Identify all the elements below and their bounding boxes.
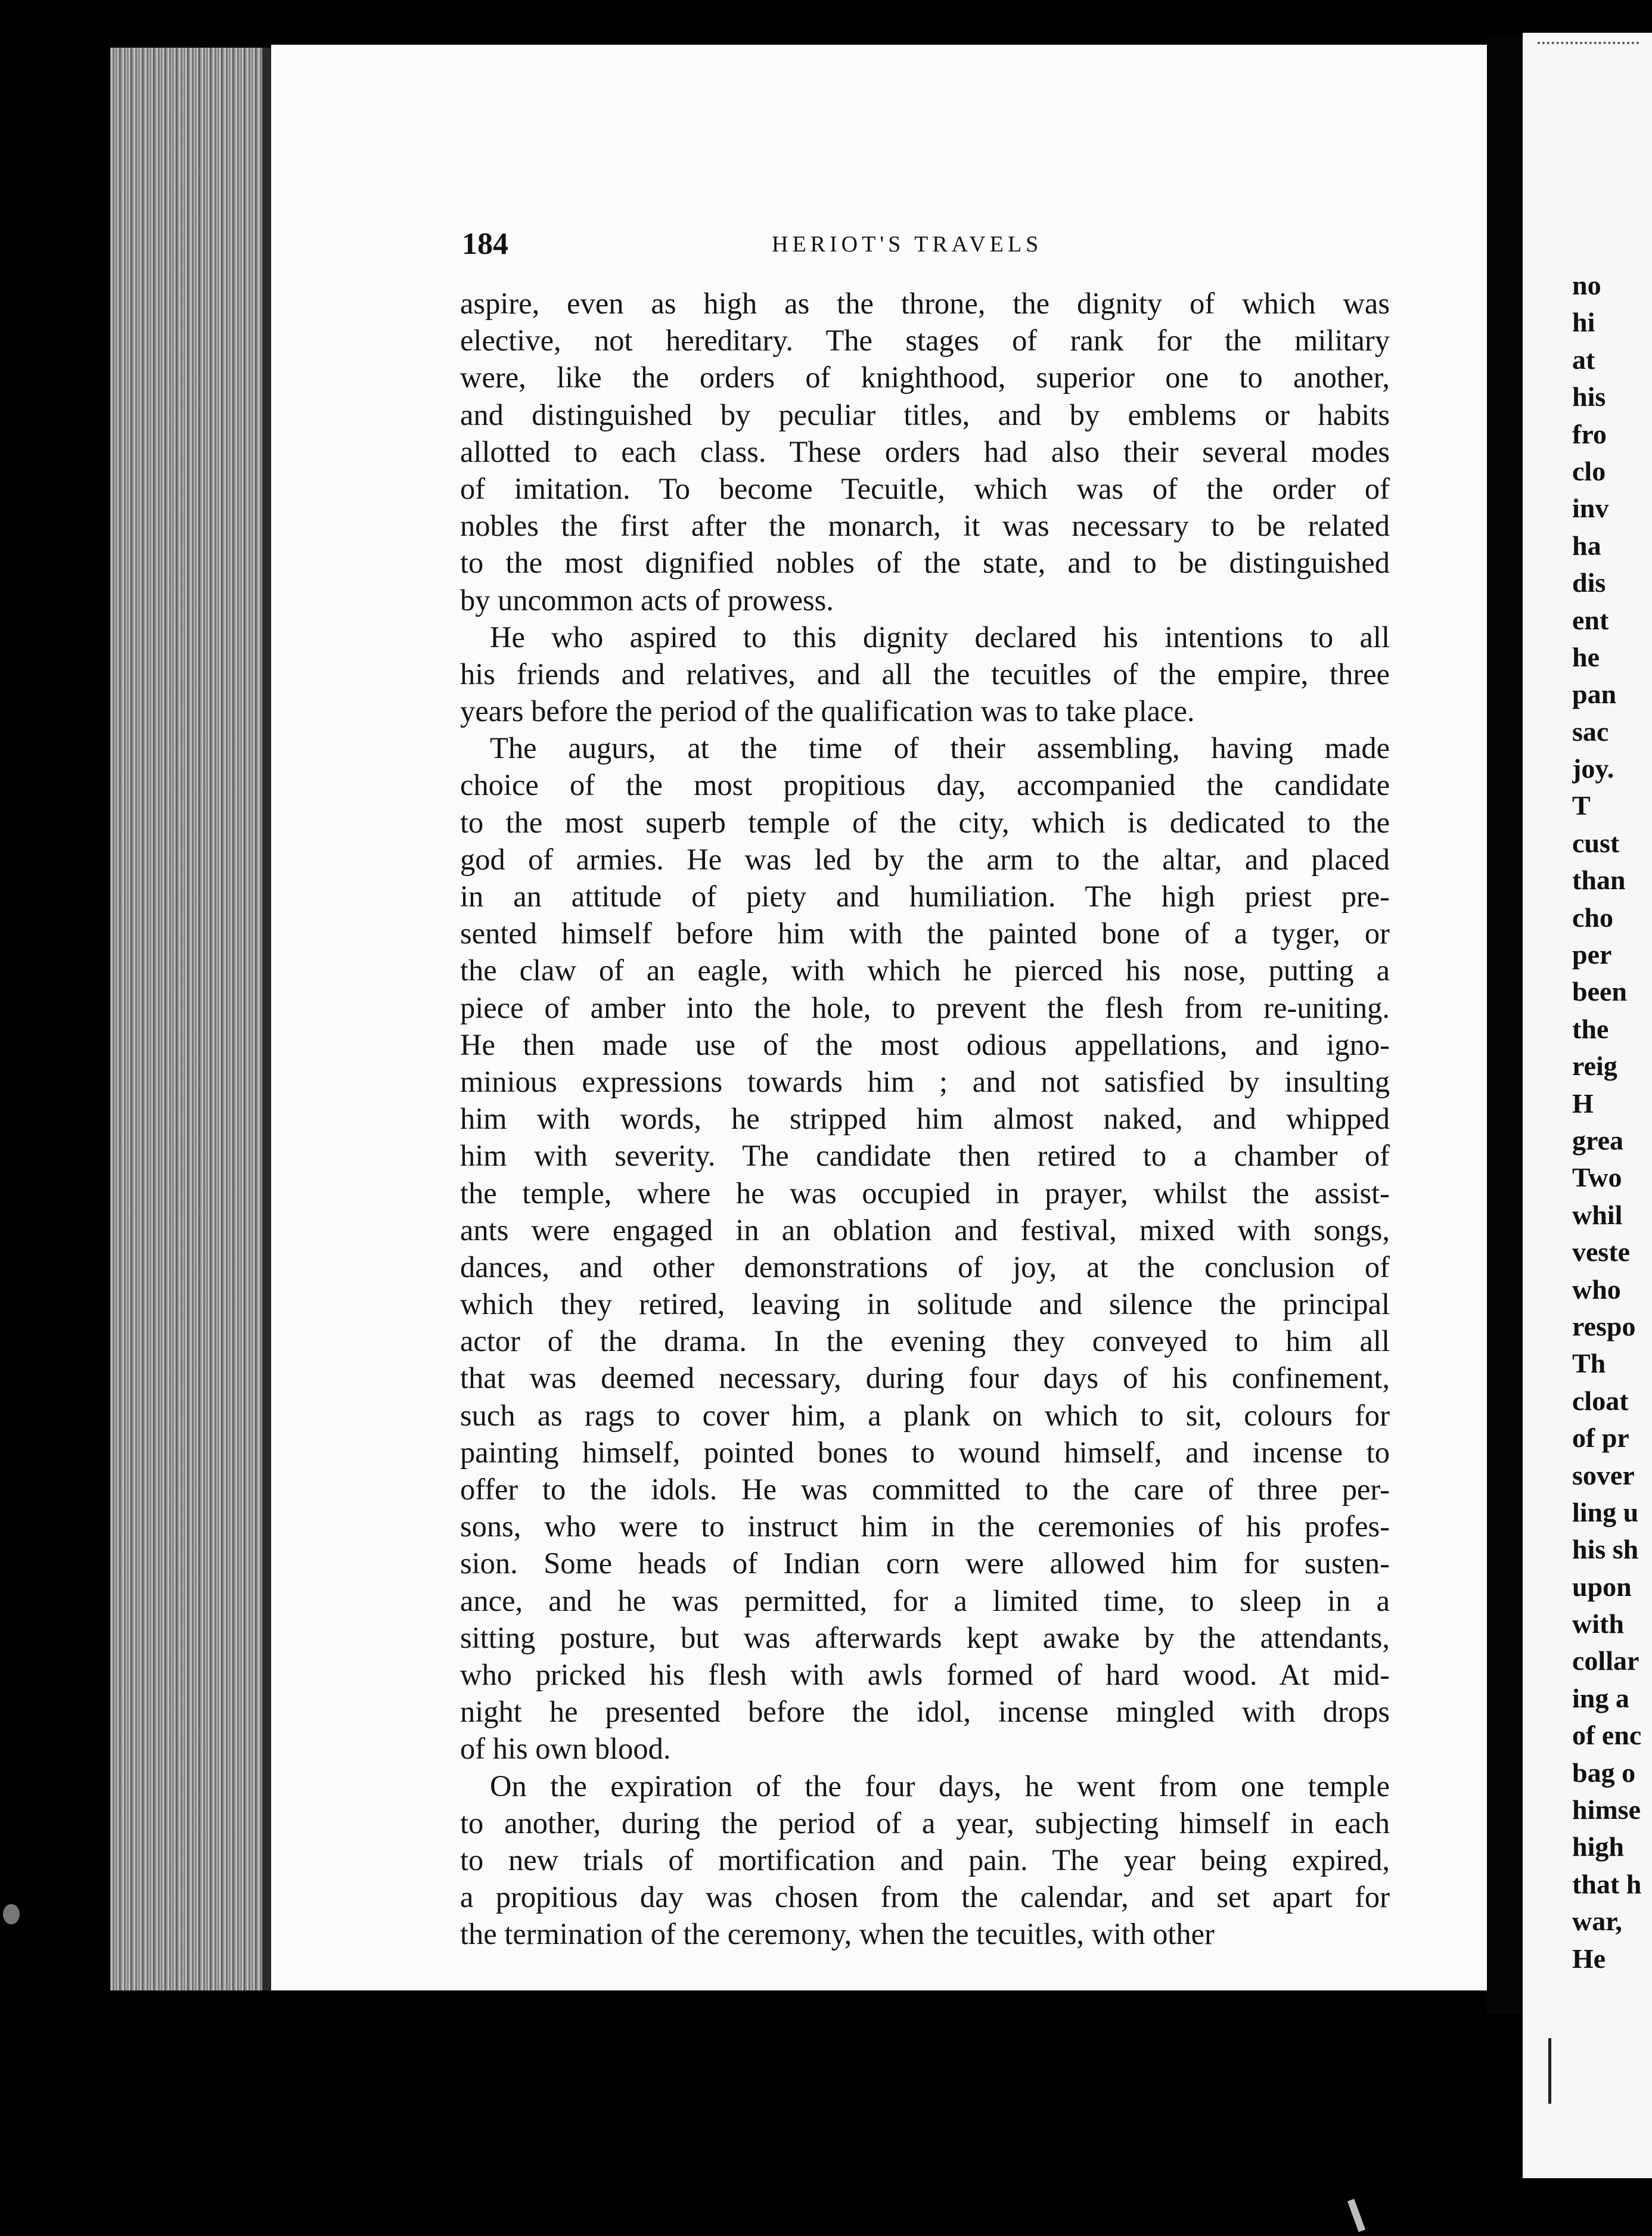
facing-text-line: that h (1572, 1868, 1642, 1899)
facing-text-line: his (1572, 381, 1606, 412)
book-gutter (1487, 36, 1523, 2014)
facing-text-line: cloat (1572, 1385, 1629, 1416)
facing-text-line: with (1572, 1608, 1624, 1639)
text-line: his friends and relatives, and all the tecuitles of the empire, three (460, 657, 1390, 691)
facing-text-line: joy. (1572, 753, 1614, 784)
text-line: the claw of an eagle, with which he pierced his nose, putting a (460, 954, 1390, 987)
facing-text-line: of enc (1572, 1720, 1642, 1751)
facing-text-line: reig (1572, 1051, 1617, 1082)
text-line: aspire, even as high as the throne, the dignity of which was (460, 287, 1390, 320)
facing-text-line: T (1572, 790, 1591, 821)
text-line: dances, and other demonstrations of joy, at the conclusion of (460, 1250, 1390, 1284)
facing-text-line: ing a (1572, 1682, 1629, 1713)
facing-text-line: fro (1572, 418, 1607, 449)
text-line: elective, not hereditary. The stages of rank for the military (460, 324, 1390, 358)
text-line: him with severity. The candidate then retired to a chamber of (460, 1139, 1390, 1173)
facing-text-line: cust (1572, 827, 1620, 858)
body-text (460, 285, 1390, 1952)
scan-speck (3, 1904, 20, 1924)
text-line: He then made use of the most odious appellations, and igno- (460, 1027, 1390, 1061)
text-line: allotted to each class. These orders had also their several modes (460, 434, 1390, 468)
facing-text-line: bag o (1572, 1757, 1636, 1788)
facing-text-line: who (1572, 1274, 1621, 1305)
facing-text-line: war, (1572, 1906, 1622, 1937)
margin-mark (1548, 2038, 1551, 2104)
text-line: years before the period of the qualification was to take place. (460, 694, 1195, 728)
text-line: to the most superb temple of the city, which is dedicated to the (460, 805, 1390, 839)
text-line: him with words, he stripped him almost naked, and whipped (460, 1102, 1390, 1136)
text-line: the temple, where he was occupied in prayer, whilst the assist- (460, 1176, 1390, 1210)
text-line: to new trials of mortification and pain. The year being expired, (460, 1843, 1390, 1877)
book-page-edges (110, 48, 271, 1990)
facing-text-line: ling u (1572, 1496, 1639, 1527)
text-line: choice of the most propitious day, accompanied the candidate (460, 768, 1390, 802)
text-line: ants were engaged in an oblation and festival, mixed with songs, (460, 1213, 1390, 1247)
facing-text-line: the (1572, 1013, 1609, 1044)
text-line: minious expressions towards him ; and not satisfied by insulting (460, 1064, 1390, 1098)
facing-text-line: no (1572, 270, 1601, 300)
facing-text-line: dis (1572, 567, 1606, 598)
text-line: which they retired, leaving in solitude and silence the principal (460, 1287, 1390, 1321)
text-line: He who aspired to this dignity declared his intentions to all (490, 620, 1390, 654)
text-line: ance, and he was permitted, for a limited time, to sleep in a (460, 1583, 1390, 1617)
text-line: sion. Some heads of Indian corn were allowed him for susten- (460, 1546, 1390, 1580)
text-line: to the most dignified nobles of the state, and to be distinguished (460, 546, 1390, 580)
facing-text-line: hi (1572, 307, 1595, 338)
facing-text-line: H (1572, 1088, 1594, 1119)
facing-text-line: cho (1572, 902, 1613, 933)
facing-text-line: collar (1572, 1645, 1639, 1676)
text-line: On the expiration of the four days, he went from one temple (490, 1769, 1390, 1803)
facing-text-line: himse (1572, 1794, 1641, 1825)
text-line: sitting posture, but was afterwards kept awake by the attendants, (460, 1620, 1390, 1654)
facing-text-line: his sh (1572, 1534, 1639, 1565)
facing-text-line: ent (1572, 604, 1609, 635)
text-line: that was deemed necessary, during four days of his confinement, (460, 1361, 1390, 1395)
facing-text-line: clo (1572, 455, 1606, 486)
text-line: to another, during the period of a year, subjecting himself in each (460, 1806, 1390, 1840)
text-line: by uncommon acts of prowess. (460, 583, 834, 617)
facing-text-line: respo (1572, 1310, 1636, 1341)
text-line: were, like the orders of knighthood, superior one to another, (460, 361, 1390, 395)
facing-page-top-dots (1538, 42, 1639, 49)
facing-text-line: sac (1572, 716, 1609, 747)
text-line: and distinguished by peculiar titles, and by emblems or habits (460, 397, 1390, 431)
text-line: the termination of the ceremony, when the tecuitles, with other (460, 1917, 1215, 1951)
facing-text-line: grea (1572, 1125, 1624, 1156)
text-line: such as rags to cover him, a plank on which to sit, colours for (460, 1398, 1390, 1432)
facing-text-line: He (1572, 1943, 1606, 1974)
text-line: sented himself before him with the painted bone of a tyger, or (460, 917, 1390, 951)
facing-text-line: high (1572, 1831, 1624, 1862)
page-header (462, 226, 1386, 268)
text-line: piece of amber into the hole, to prevent the flesh from re-uniting. (460, 990, 1390, 1024)
facing-text-line: whil (1572, 1199, 1623, 1230)
text-line: god of armies. He was led by the arm to the altar, and placed (460, 842, 1390, 876)
text-line: sons, who were to instruct him in the ceremonies of his profes- (460, 1510, 1390, 1544)
text-line: nobles the first after the monarch, it was necessary to be related (460, 509, 1390, 543)
facing-text-line: veste (1572, 1237, 1631, 1268)
text-line: of his own blood. (460, 1732, 671, 1766)
facing-text-line: per (1572, 939, 1612, 970)
facing-text-line: pan (1572, 679, 1617, 710)
facing-text-line: ha (1572, 530, 1601, 561)
text-line: who pricked his flesh with awls formed of hard wood. At mid- (460, 1657, 1390, 1691)
text-line: offer to the idols. He was committed to the care of three per- (460, 1473, 1390, 1506)
text-line: of imitation. To become Tecuitle, which was of the order of (460, 471, 1390, 505)
facing-text-line: inv (1572, 493, 1609, 524)
facing-text-line: of pr (1572, 1423, 1629, 1454)
text-line: painting himself, pointed bones to wound himself, and incense to (460, 1435, 1390, 1469)
facing-text-line: upon (1572, 1571, 1632, 1602)
text-line: a propitious day was chosen from the calendar, and set apart for (460, 1880, 1390, 1914)
text-line: in an attitude of piety and humiliation. The high priest pre- (460, 880, 1390, 913)
facing-text-line: at (1572, 344, 1595, 375)
running-title: HERIOT'S TRAVELS (772, 232, 1043, 257)
facing-text-line: than (1572, 865, 1626, 896)
text-line: actor of the drama. In the evening they conveyed to him all (460, 1324, 1390, 1358)
facing-text-line: sover (1572, 1459, 1635, 1490)
facing-text-line: been (1572, 976, 1627, 1007)
text-line: The augurs, at the time of their assembling, having made (490, 731, 1390, 765)
facing-text-line: he (1572, 641, 1600, 672)
text-line: night he presented before the idol, incense mingled with drops (460, 1695, 1390, 1729)
page-number: 184 (462, 227, 508, 261)
scan-speck (1347, 2199, 1365, 2232)
facing-text-line: Two (1572, 1162, 1622, 1193)
facing-page-text (1572, 267, 1652, 1977)
facing-text-line: Th (1572, 1348, 1606, 1379)
